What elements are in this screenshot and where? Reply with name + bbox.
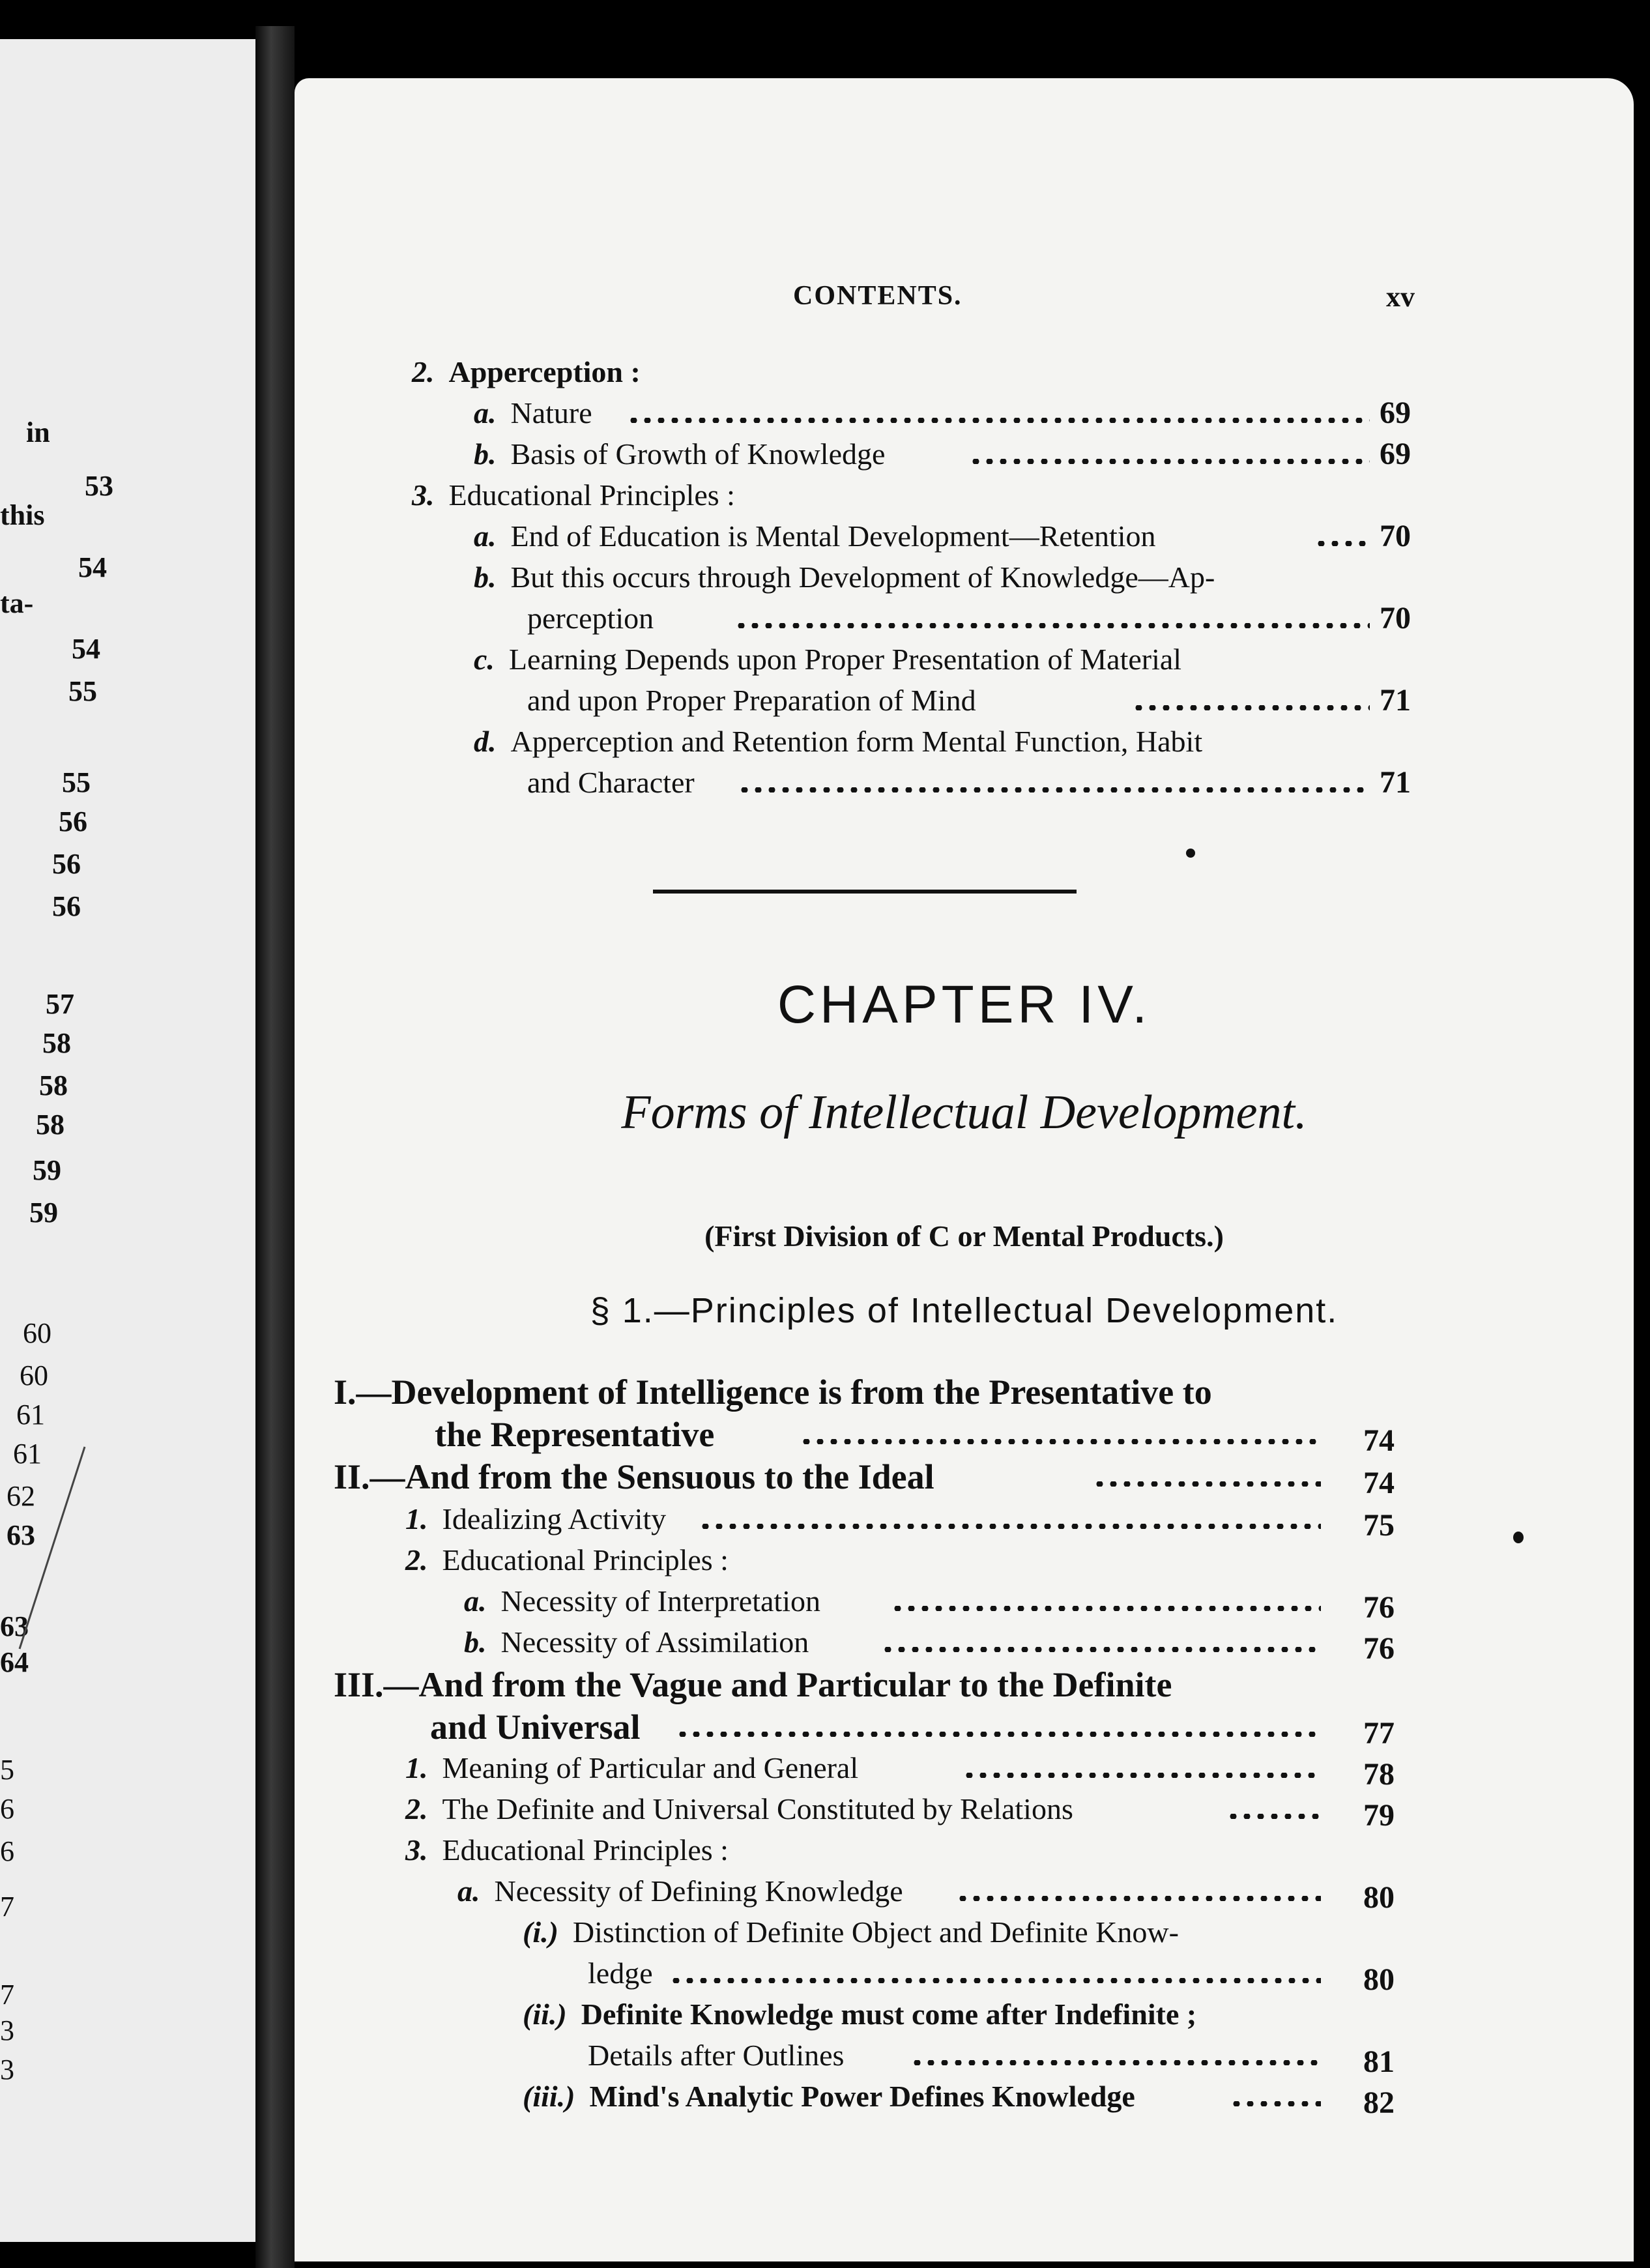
toc-entry-marker: a.	[464, 1584, 487, 1618]
chapter-subtitle: Forms of Intellectual Development.	[621, 1086, 1307, 1139]
toc-entry	[474, 434, 1432, 474]
toc-entry-page: 77	[1363, 1716, 1395, 1751]
toc-entry-page: 78	[1363, 1757, 1395, 1792]
toc-entry-text: Basis of Growth of Knowledge	[510, 437, 886, 471]
toc-entry	[457, 1871, 1441, 1915]
ink-speck	[1186, 849, 1195, 858]
left-fragment: 7	[0, 1891, 14, 1923]
left-fragment: 58	[42, 1027, 71, 1059]
left-fragment: 3	[0, 2014, 14, 2046]
toc-entry	[334, 1457, 1441, 1500]
toc-entry-text: Idealizing Activity	[442, 1502, 667, 1535]
toc-entry-page: 71	[1380, 683, 1411, 718]
left-fragment: 63	[7, 1519, 35, 1551]
toc-entry-text: Nature	[510, 396, 592, 429]
ink-speck	[1513, 1532, 1524, 1543]
toc-entry-marker: (iii.)	[523, 2080, 575, 2113]
toc-entry-text: Definite Knowledge must come after Indefinite ;	[581, 1998, 1197, 2031]
toc-entry-text: Educational Principles :	[442, 1833, 729, 1867]
toc-entry-page: 74	[1363, 1466, 1395, 1500]
leader-dots	[881, 1647, 1321, 1652]
toc-entry	[474, 557, 1432, 598]
section-divider	[653, 890, 1077, 894]
book-spine-shadow	[255, 26, 295, 2268]
left-fragment: 56	[52, 848, 81, 880]
left-fragment: 58	[39, 1069, 68, 1101]
left-fragment: 6	[0, 1793, 14, 1825]
toc-entry	[405, 1830, 1441, 1870]
left-fragment: 62	[7, 1480, 35, 1512]
left-fragment: 59	[33, 1154, 61, 1186]
toc-entry-marker: d.	[474, 725, 497, 758]
toc-entry	[412, 475, 1389, 516]
left-fragment: 59	[29, 1197, 58, 1228]
toc-entry-marker: 3.	[412, 478, 435, 512]
leader-dots	[1314, 541, 1370, 546]
toc-entry-text: the Representative	[435, 1415, 715, 1454]
left-fragment: 7	[0, 1979, 14, 2011]
toc-entry-text: Necessity of Assimilation	[500, 1625, 809, 1659]
toc-entry-text: Apperception :	[448, 355, 641, 388]
toc-entry	[523, 1994, 1441, 2035]
left-fragment: 63	[0, 1610, 29, 1642]
toc-entry	[405, 1499, 1441, 1543]
left-fragment: 56	[52, 890, 81, 922]
leader-dots	[1230, 2101, 1321, 2106]
leader-dots	[962, 1773, 1321, 1778]
leader-dots	[699, 1524, 1321, 1529]
toc-entry-text: Details after Outlines	[588, 2039, 845, 2072]
toc-entry-text: ledge	[588, 1956, 653, 1990]
toc-entry-page: 80	[1363, 1962, 1395, 1997]
leader-dots	[669, 1978, 1321, 1983]
left-fragment: 3	[0, 2054, 14, 2086]
toc-entry-text: Necessity of Defining Knowledge	[494, 1874, 903, 1908]
toc-entry-text: perception	[527, 602, 654, 635]
toc-entry-text: But this occurs through Development of Knowledge—Ap-	[510, 560, 1215, 594]
toc-entry-marker: 2.	[405, 1792, 428, 1825]
facing-page-fragment	[0, 39, 262, 2242]
toc-entry	[412, 352, 1389, 392]
toc-entry-page: 80	[1363, 1880, 1395, 1915]
left-fragment: 55	[62, 766, 91, 798]
toc-entry	[474, 639, 1432, 680]
toc-entry-text: Necessity of Interpretation	[500, 1584, 820, 1618]
leader-dots	[627, 418, 1370, 423]
toc-entry	[523, 2035, 1441, 2079]
toc-entry-text: Meaning of Particular and General	[442, 1751, 859, 1784]
toc-entry-text: —And from the Vague and Particular to the Definite	[383, 1665, 1172, 1704]
leader-dots	[891, 1606, 1321, 1611]
toc-entry-marker: (ii.)	[523, 1998, 567, 2031]
left-fragment: 64	[0, 1646, 29, 1678]
toc-entry	[474, 763, 1432, 803]
toc-entry	[334, 1707, 1441, 1751]
toc-entry-page: 79	[1363, 1798, 1395, 1833]
toc-entry	[523, 2076, 1441, 2120]
toc-entry-marker: c.	[474, 643, 495, 676]
left-fragment: this	[0, 499, 45, 531]
division-note: (First Division of C or Mental Products.)	[704, 1219, 1224, 1253]
leader-dots	[738, 787, 1370, 792]
toc-entry-page: 81	[1363, 2044, 1395, 2079]
left-fragment: 58	[36, 1109, 65, 1141]
leader-dots	[1132, 705, 1370, 710]
toc-entry	[405, 1789, 1441, 1833]
toc-entry-page: 70	[1380, 519, 1411, 553]
toc-entry-page: 69	[1380, 437, 1411, 471]
toc-entry-marker: a.	[474, 519, 497, 553]
toc-entry-page: 74	[1363, 1423, 1395, 1458]
toc-entry-text: End of Education is Mental Development—Retention	[510, 519, 1156, 553]
toc-entry-marker: 1.	[405, 1751, 428, 1784]
left-fragment: 6	[0, 1835, 14, 1867]
toc-entry-text: and Universal	[430, 1708, 641, 1747]
leader-dots	[1093, 1481, 1321, 1487]
toc-entry-text: Distinction of Definite Object and Definite Know-	[572, 1915, 1179, 1949]
toc-entry-text: —And from the Sensuous to the Ideal	[369, 1457, 934, 1496]
leader-dots	[800, 1439, 1321, 1444]
left-fragment: 60	[20, 1359, 48, 1391]
toc-entry-marker: I.	[334, 1373, 356, 1412]
left-fragment: 61	[13, 1438, 42, 1470]
left-fragment: 56	[59, 806, 87, 837]
toc-entry-page: 71	[1380, 765, 1411, 800]
left-fragment: 5	[0, 1754, 14, 1786]
toc-entry-marker: (i.)	[523, 1915, 558, 1949]
leader-dots	[734, 623, 1370, 628]
toc-entry-page: 76	[1363, 1590, 1395, 1625]
toc-entry-text: Mind's Analytic Power Defines Knowledge	[589, 2080, 1135, 2113]
contents-page	[295, 78, 1634, 2261]
leader-dots	[676, 1732, 1321, 1737]
toc-entry	[523, 1912, 1441, 1953]
toc-entry-marker: b.	[464, 1625, 487, 1659]
toc-entry-marker: II.	[334, 1457, 370, 1496]
toc-entry	[464, 1622, 1441, 1666]
toc-entry-text: —Development of Intelligence is from the Presentative to	[356, 1373, 1212, 1412]
toc-entry-page: 76	[1363, 1631, 1395, 1666]
left-fragment: ta-	[0, 587, 34, 619]
toc-entry-marker: 1.	[405, 1502, 428, 1535]
toc-entry-page: 75	[1363, 1508, 1395, 1543]
toc-entry-marker: 2.	[412, 355, 435, 388]
toc-entry-text: Apperception and Retention form Mental Function, Habit	[510, 725, 1203, 758]
toc-entry	[334, 1665, 1441, 1705]
toc-entry-marker: b.	[474, 560, 497, 594]
left-fragment: 60	[23, 1317, 51, 1349]
toc-entry-page: 69	[1380, 396, 1411, 430]
left-fragment: 54	[72, 633, 100, 665]
toc-entry	[474, 393, 1432, 433]
toc-entry-marker: 2.	[405, 1543, 428, 1577]
toc-entry-page: 82	[1363, 2086, 1395, 2120]
left-fragment: 54	[78, 551, 107, 583]
toc-entry	[474, 680, 1432, 721]
toc-entry	[334, 1414, 1441, 1458]
toc-entry-marker: a.	[474, 396, 497, 429]
toc-entry	[405, 1540, 1441, 1580]
toc-entry-page: 70	[1380, 601, 1411, 635]
leader-dots	[910, 2060, 1321, 2065]
leader-dots	[956, 1896, 1321, 1901]
chapter-title: CHAPTER IV.	[777, 975, 1151, 1034]
toc-entry-marker: III.	[334, 1665, 384, 1704]
toc-entry-text: and Character	[527, 766, 695, 799]
section-heading: § 1.—Principles of Intellectual Development.	[590, 1291, 1339, 1330]
running-head-page-number: xv	[1386, 281, 1415, 313]
toc-entry-text: Educational Principles :	[448, 478, 735, 512]
toc-entry-text: Learning Depends upon Proper Presentation of Material	[508, 643, 1182, 676]
pencil-mark	[13, 1440, 91, 1655]
toc-entry	[474, 598, 1432, 639]
toc-entry	[474, 516, 1432, 557]
left-fragment: 61	[16, 1399, 45, 1431]
toc-entry	[405, 1748, 1441, 1792]
toc-entry	[334, 1372, 1441, 1412]
leader-dots	[1226, 1814, 1321, 1819]
toc-entry	[464, 1581, 1441, 1625]
toc-entry	[523, 1953, 1441, 1997]
toc-entry-text: The Definite and Universal Constituted by Relations	[442, 1792, 1073, 1825]
toc-entry-marker: 3.	[405, 1833, 428, 1867]
left-fragment: 57	[46, 988, 74, 1020]
toc-entry	[474, 721, 1432, 762]
leader-dots	[969, 459, 1370, 464]
toc-entry-marker: b.	[474, 437, 497, 471]
toc-entry-marker: a.	[457, 1874, 480, 1908]
toc-entry-text: and upon Proper Preparation of Mind	[527, 684, 976, 717]
running-head	[295, 280, 1634, 319]
left-fragment: 53	[85, 470, 113, 502]
left-fragment: 55	[68, 675, 97, 707]
toc-entry-text: Educational Principles :	[442, 1543, 729, 1577]
running-head-title: CONTENTS.	[793, 281, 962, 311]
left-fragment: in	[26, 416, 50, 448]
